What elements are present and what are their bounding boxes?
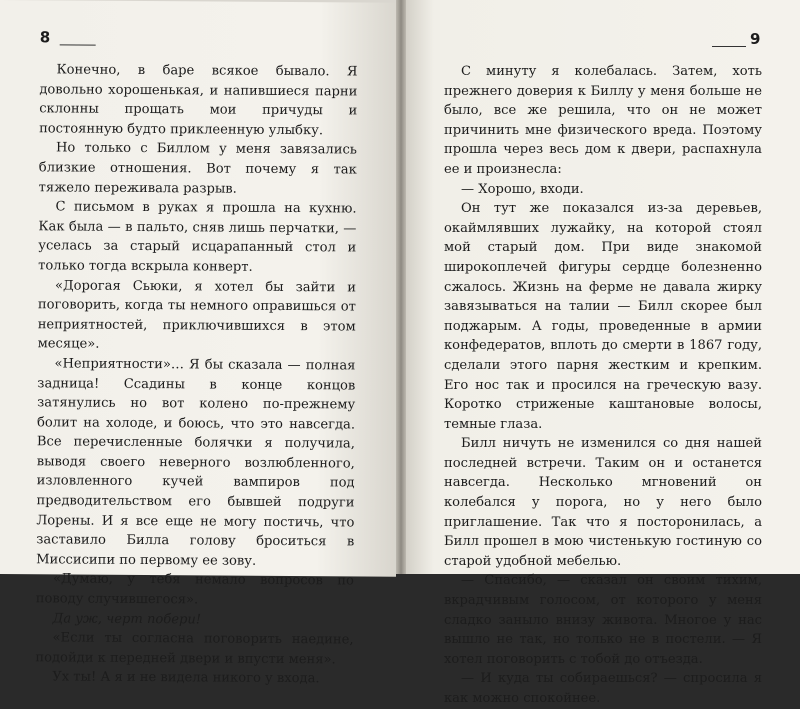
paragraph: «Дорогая Сьюки, я хотел бы зайти и поговорить, когда ты немного оправишься от неприятностей, приключившихся в этом месяце». bbox=[37, 277, 357, 353]
paragraph: Да уж, черт побери! bbox=[52, 611, 202, 628]
page-text bbox=[35, 60, 357, 689]
page-text bbox=[444, 62, 762, 709]
paragraph: Он тут же показался из-за деревьев, окаймлявших лужайку, на которой стоял мой старый дом. При виде знакомой широкоплечей фигуры сердце болезненно сжалось. Жизнь на ферме не давала жирку завязываться на талии — Билл скорее был поджарым. А годы, проведенные в армии конфедератов, вплоть до смерти в 1867 году, сделали этого парня жестким и крепким. Его нос так и просился на греческую вазу. Коротко стриженые каштановые волосы, темные глаза. bbox=[444, 201, 762, 432]
paragraph: С минуту я колебалась. Затем, хоть прежнего доверия к Биллу у меня больше не было, все же решила, что он не может причинить мне физического вреда. Поэтому прошла через весь дом к двери, распахнула ее и произнесла: bbox=[444, 64, 762, 177]
page-number: 8 bbox=[39, 28, 51, 47]
header-rule bbox=[712, 46, 746, 47]
paragraph: — И куда ты собираешься? — спросила я как можно спокойнее. bbox=[444, 671, 762, 706]
paragraph: С письмом в руках я прошла на кухню. Как была — в пальто, сняв лишь перчатки, — уселась за старый исцарапанный стол и только тогда вскрыла конверт. bbox=[38, 199, 357, 275]
paragraph: «Неприятности»… Я бы сказала — полная задница! Ссадины в конце концов затянулись но вот колено по-прежнему болит на холоде, и боюсь, что это навсегда. Все перечисленные болячки я получила, выводя своего неверного возлюбленного, изловленного кучей вампиров под предводительством его бывшей подруги Лорены. И я все еще не могу постичь, что заставило Билла голову броситься в Миссисипи по первому ее зову. bbox=[36, 356, 356, 569]
paragraph: Но только с Биллом у меня завязались близкие отношения. Вот почему я так тяжело переживала разрыв. bbox=[38, 140, 358, 197]
paragraph: Ух ты! А я и не видела никого у входа. bbox=[52, 669, 320, 687]
paragraph: Билл ничуть не изменился со дня нашей последней встречи. Таким он и останется навсегда. Несколько мгновений он колебался у порога, но у него было приглашение. Так что я посторонилась, а Билл прошел в мою чистенькую гостиную со старой удобной мебелью. bbox=[444, 436, 762, 569]
paragraph: — Хорошо, входи. bbox=[461, 181, 584, 197]
paragraph: «Думаю, у тебя немало вопросов по поводу случившегося». bbox=[35, 571, 355, 608]
paragraph: — Спасибо, — сказал он своим тихим, вкрадчивым голосом, от которого у меня сладко заныло внизу живота. Многое у нас вышло не так, но только не в постели. — Я хотел поговорить с тобой до отъезда. bbox=[444, 573, 762, 667]
book-gutter bbox=[396, 0, 406, 574]
left-page bbox=[0, 0, 400, 687]
header-rule bbox=[60, 44, 96, 45]
paragraph: Конечно, в баре всякое бывало. Я довольно хорошенькая, и напившиеся парни склонны прощать мои причуды и постоянную будто приклеенную улыбку. bbox=[39, 62, 358, 139]
page-number: 9 bbox=[750, 30, 761, 48]
paragraph: «Если ты согласна поговорить наедине, подойди к передней двери и впусти меня». bbox=[35, 630, 354, 668]
right-page bbox=[402, 0, 800, 706]
